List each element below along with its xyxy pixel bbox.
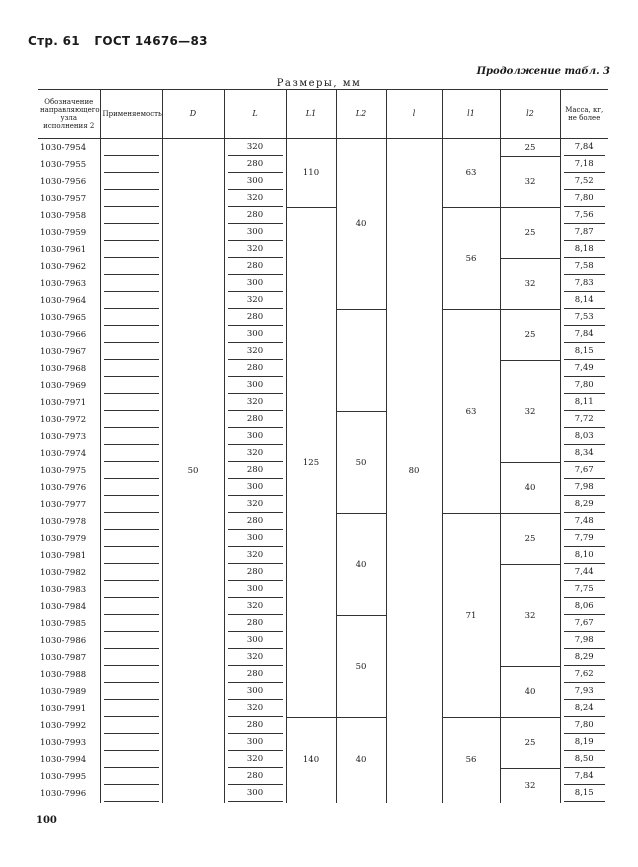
- cell-L: [224, 276, 286, 293]
- cell-L: [224, 514, 286, 531]
- cell-mass: [560, 633, 608, 650]
- cell-mass: [560, 531, 608, 548]
- table-row: [38, 208, 608, 225]
- col-L-header: L: [224, 90, 286, 139]
- cell-L-value: 300: [228, 735, 283, 751]
- cell-L-value: 280: [228, 565, 283, 581]
- cell-L: [224, 531, 286, 548]
- cell-L: [224, 582, 286, 599]
- cell-mass: [560, 446, 608, 463]
- cell-applicability: [100, 616, 162, 633]
- cell-L-value: 300: [228, 480, 283, 496]
- cell-applicability: [100, 548, 162, 565]
- cell-designation: 1030-7966: [40, 330, 87, 340]
- cell-designation: 1030-7954: [40, 142, 87, 153]
- cell-mass: [560, 378, 608, 395]
- cell-designation: 1030-7992: [40, 721, 87, 731]
- cell-applicability: [100, 344, 162, 361]
- cell-l2: 32: [500, 157, 560, 208]
- cell-designation: 1030-7965: [40, 313, 87, 323]
- cell-applicability: [100, 225, 162, 242]
- cell-designation: 1030-7977: [40, 500, 87, 510]
- cell-L-value: 320: [228, 701, 283, 717]
- cell-applicability: [100, 582, 162, 599]
- cell-mass: [560, 139, 608, 157]
- cell-applicability: [100, 786, 162, 803]
- cell-L: [224, 667, 286, 684]
- cell-applicability: [100, 667, 162, 684]
- cell-applicability: [100, 718, 162, 735]
- cell-applicability: [100, 293, 162, 310]
- cell-mass: [560, 480, 608, 497]
- cell-mass-value: 8,11: [564, 395, 606, 411]
- cell-L: [224, 701, 286, 718]
- cell-l2: 25: [500, 139, 560, 157]
- cell-mass-value: 7,75: [564, 582, 606, 598]
- spec-table: [38, 89, 608, 803]
- cell-mass: [560, 599, 608, 616]
- cell-L-value: 280: [228, 769, 283, 785]
- cell-L-value: 320: [228, 446, 283, 462]
- cell-L-value: 320: [228, 344, 283, 360]
- cell-L-value: 320: [228, 497, 283, 513]
- cell-L-value: 280: [228, 361, 283, 377]
- cell-mass-value: 7,49: [564, 361, 606, 377]
- cell-l2: 40: [336, 514, 386, 616]
- col-l2-header: l2: [500, 90, 560, 139]
- cell-L-value: 300: [228, 174, 283, 190]
- cell-mass-value: 8,14: [564, 293, 606, 309]
- cell-applicability: [100, 412, 162, 429]
- cell-mass-value: 7,18: [564, 157, 606, 173]
- table-row: [38, 718, 608, 735]
- cell-L: [224, 310, 286, 327]
- cell-L: [224, 463, 286, 480]
- cell-designation: 1030-7956: [40, 177, 87, 187]
- cell-l2: 25: [500, 718, 560, 769]
- cell-mass-value: 7,84: [564, 327, 606, 343]
- cell-mass: [560, 310, 608, 327]
- cell-mass-value: 7,44: [564, 565, 606, 581]
- cell-mass-value: 7,67: [564, 463, 606, 479]
- cell-L: [224, 174, 286, 191]
- cell-L: [224, 446, 286, 463]
- cell-mass-value: 7,83: [564, 276, 606, 292]
- cell-applicability: [100, 276, 162, 293]
- cell-mass-value: 8,10: [564, 548, 606, 564]
- cell-L: [224, 242, 286, 259]
- cell-mass: [560, 565, 608, 582]
- cell-l1: 56: [442, 208, 500, 310]
- cell-L: [224, 786, 286, 803]
- cell-mass: [560, 752, 608, 769]
- cell-L-value: 320: [228, 650, 283, 666]
- cell-mass: [560, 786, 608, 803]
- cell-L: [224, 429, 286, 446]
- cell-l2: 40: [336, 139, 386, 310]
- col-D-header: D: [162, 90, 224, 139]
- cell-L: [224, 599, 286, 616]
- cell-L-value: 280: [228, 718, 283, 734]
- cell-L: [224, 735, 286, 752]
- cell-applicability: [100, 191, 162, 208]
- cell-applicability: [100, 531, 162, 548]
- cell-designation: 1030-7984: [40, 602, 87, 612]
- cell-L-value: 300: [228, 378, 283, 394]
- cell-mass-value: 7,80: [564, 718, 606, 734]
- cell-designation: 1030-7995: [40, 772, 87, 782]
- cell-mass-value: 8,06: [564, 599, 606, 615]
- cell-L-value: 320: [228, 548, 283, 564]
- cell-mass-value: 7,84: [564, 769, 606, 785]
- cell-mass-value: 7,56: [564, 208, 606, 224]
- cell-designation: 1030-7967: [40, 347, 87, 357]
- cell-L: [224, 718, 286, 735]
- cell-mass: [560, 174, 608, 191]
- cell-mass: [560, 616, 608, 633]
- cell-designation: 1030-7964: [40, 296, 87, 306]
- cell-L-value: 280: [228, 412, 283, 428]
- cell-l2: 50: [336, 616, 386, 718]
- cell-applicability: [100, 157, 162, 174]
- cell-mass-value: 7,80: [564, 191, 606, 207]
- cell-L-value: 320: [228, 395, 283, 411]
- cell-l1: 140: [286, 718, 336, 803]
- cell-l2: 40: [500, 667, 560, 718]
- cell-l1: 110: [286, 139, 336, 208]
- cell-L: [224, 769, 286, 786]
- cell-designation: 1030-7993: [40, 738, 87, 748]
- col-designation-header: Обозначение направляющего узла исполнения 2: [38, 90, 100, 139]
- cell-l2: 50: [336, 412, 386, 514]
- cell-designation: 1030-7973: [40, 432, 87, 442]
- cell-L-value: 320: [228, 140, 283, 156]
- cell-applicability: [100, 395, 162, 412]
- col-L2-header: L2: [336, 90, 386, 139]
- cell-applicability: [100, 463, 162, 480]
- cell-designation: 1030-7961: [40, 245, 87, 255]
- cell-l2: 32: [500, 769, 560, 803]
- cell-L: [224, 395, 286, 412]
- cell-designation: 1030-7994: [40, 755, 87, 765]
- cell-mass-value: 8,15: [564, 786, 606, 802]
- cell-L-value: 280: [228, 616, 283, 632]
- cell-mass: [560, 412, 608, 429]
- cell-l1: 125: [286, 208, 336, 718]
- cell-L-value: 320: [228, 242, 283, 258]
- col-applicability-header: Применяемость: [100, 90, 162, 139]
- cell-mass-value: 8,15: [564, 344, 606, 360]
- cell-mass: [560, 548, 608, 565]
- cell-L-value: 280: [228, 463, 283, 479]
- cell-mass: [560, 667, 608, 684]
- cell-designation: 1030-7982: [40, 568, 87, 578]
- cell-mass: [560, 684, 608, 701]
- col-l1-header: l1: [442, 90, 500, 139]
- cell-mass: [560, 718, 608, 735]
- table-header-row: [38, 90, 608, 139]
- table-continuation-note: Продолжение табл. 3: [476, 66, 610, 77]
- cell-l2: [336, 310, 386, 412]
- cell-applicability: [100, 650, 162, 667]
- cell-L-value: 300: [228, 582, 283, 598]
- cell-applicability: [100, 752, 162, 769]
- cell-mass: [560, 429, 608, 446]
- cell-L: [224, 259, 286, 276]
- page-header: [28, 34, 208, 48]
- cell-designation: 1030-7981: [40, 551, 87, 561]
- cell-mass: [560, 344, 608, 361]
- cell-designation: 1030-7979: [40, 534, 87, 544]
- cell-L: [224, 327, 286, 344]
- cell-applicability: [100, 139, 162, 157]
- cell-mass-value: 7,67: [564, 616, 606, 632]
- cell-mass: [560, 701, 608, 718]
- cell-L: [224, 139, 286, 157]
- cell-L-value: 300: [228, 633, 283, 649]
- cell-l2: 25: [500, 514, 560, 565]
- cell-L: [224, 344, 286, 361]
- cell-designation: 1030-7962: [40, 262, 87, 272]
- cell-mass-value: 7,87: [564, 225, 606, 241]
- cell-designation: 1030-7988: [40, 670, 87, 680]
- cell-designation: 1030-7991: [40, 704, 87, 714]
- cell-l1: 56: [442, 718, 500, 803]
- cell-L: [224, 208, 286, 225]
- cell-l2: 25: [500, 310, 560, 361]
- cell-mass-value: 7,84: [564, 140, 606, 156]
- cell-mass-value: 8,34: [564, 446, 606, 462]
- cell-mass: [560, 327, 608, 344]
- cell-L: [224, 497, 286, 514]
- cell-l1: 63: [442, 310, 500, 514]
- cell-mass-value: 7,58: [564, 259, 606, 275]
- cell-mass-value: 8,18: [564, 242, 606, 258]
- cell-designation: 1030-7972: [40, 415, 87, 425]
- cell-L: [224, 412, 286, 429]
- cell-mass-value: 8,19: [564, 735, 606, 751]
- cell-mass: [560, 242, 608, 259]
- cell-L: [224, 378, 286, 395]
- cell-applicability: [100, 514, 162, 531]
- cell-L: [224, 633, 286, 650]
- cell-applicability: [100, 327, 162, 344]
- cell-designation: 1030-7957: [40, 194, 87, 204]
- cell-l2: 32: [500, 565, 560, 667]
- cell-applicability: [100, 735, 162, 752]
- cell-mass-value: 7,79: [564, 531, 606, 547]
- cell-L-value: 280: [228, 514, 283, 530]
- cell-l2: 25: [500, 208, 560, 259]
- cell-applicability: [100, 497, 162, 514]
- cell-L-value: 300: [228, 786, 283, 802]
- cell-designation: 1030-7985: [40, 619, 87, 629]
- col-mass-header: Масса, кг, не более: [560, 90, 608, 139]
- cell-L-value: 320: [228, 752, 283, 768]
- cell-L: [224, 548, 286, 565]
- col-l-header: l: [386, 90, 442, 139]
- cell-L: [224, 191, 286, 208]
- cell-mass: [560, 650, 608, 667]
- cell-L-value: 300: [228, 327, 283, 343]
- cell-designation: 1030-7996: [40, 789, 87, 799]
- cell-applicability: [100, 480, 162, 497]
- cell-applicability: [100, 701, 162, 718]
- cell-mass: [560, 293, 608, 310]
- cell-designation: 1030-7975: [40, 466, 87, 476]
- cell-applicability: [100, 599, 162, 616]
- cell-L-value: 320: [228, 293, 283, 309]
- cell-applicability: [100, 684, 162, 701]
- cell-mass: [560, 361, 608, 378]
- cell-applicability: [100, 429, 162, 446]
- dimensions-caption: Размеры, мм: [276, 78, 362, 89]
- cell-designation: 1030-7969: [40, 381, 87, 391]
- cell-designation: 1030-7955: [40, 160, 87, 170]
- cell-designation: 1030-7989: [40, 687, 87, 697]
- cell-mass-value: 7,48: [564, 514, 606, 530]
- standard-number: ГОСТ 14676—83: [94, 34, 208, 48]
- cell-l2: 40: [336, 718, 386, 803]
- cell-applicability: [100, 446, 162, 463]
- cell-designation: 1030-7968: [40, 364, 87, 374]
- cell-L-value: 300: [228, 531, 283, 547]
- cell-mass-value: 8,29: [564, 497, 606, 513]
- cell-L-value: 280: [228, 259, 283, 275]
- cell-applicability: [100, 633, 162, 650]
- cell-mass-value: 8,03: [564, 429, 606, 445]
- cell-L-value: 300: [228, 429, 283, 445]
- cell-designation: 1030-7987: [40, 653, 87, 663]
- cell-L: [224, 752, 286, 769]
- cell-L-value: 280: [228, 310, 283, 326]
- cell-L: [224, 480, 286, 497]
- cell-designation: 1030-7958: [40, 211, 87, 221]
- cell-mass: [560, 769, 608, 786]
- cell-L-value: 280: [228, 157, 283, 173]
- cell-applicability: [100, 208, 162, 225]
- cell-L-value: 320: [228, 191, 283, 207]
- cell-L-value: 280: [228, 208, 283, 224]
- cell-mass-value: 7,53: [564, 310, 606, 326]
- cell-mass: [560, 395, 608, 412]
- cell-L: [224, 650, 286, 667]
- cell-mass-value: 7,80: [564, 378, 606, 394]
- cell-applicability: [100, 242, 162, 259]
- cell-L-value: 300: [228, 684, 283, 700]
- cell-l1: 63: [442, 139, 500, 208]
- cell-l2: 32: [500, 361, 560, 463]
- cell-mass: [560, 514, 608, 531]
- cell-mass: [560, 582, 608, 599]
- cell-mass: [560, 208, 608, 225]
- cell-applicability: [100, 361, 162, 378]
- cell-L-value: 300: [228, 225, 283, 241]
- cell-mass-value: 8,50: [564, 752, 606, 768]
- table-row: [38, 139, 608, 157]
- cell-mass-value: 8,24: [564, 701, 606, 717]
- cell-mass: [560, 191, 608, 208]
- cell-mass: [560, 259, 608, 276]
- cell-l1: 71: [442, 514, 500, 718]
- cell-d: 50: [162, 139, 224, 803]
- cell-applicability: [100, 378, 162, 395]
- cell-designation: 1030-7983: [40, 585, 87, 595]
- cell-designation: 1030-7986: [40, 636, 87, 646]
- cell-L: [224, 157, 286, 174]
- cell-l2: 32: [500, 259, 560, 310]
- cell-designation: 1030-7963: [40, 279, 87, 289]
- cell-L-value: 320: [228, 599, 283, 615]
- cell-mass: [560, 735, 608, 752]
- cell-applicability: [100, 174, 162, 191]
- cell-L: [224, 565, 286, 582]
- cell-L-value: 300: [228, 276, 283, 292]
- cell-applicability: [100, 310, 162, 327]
- table-body: [38, 139, 608, 803]
- cell-L: [224, 293, 286, 310]
- cell-mass-value: 7,52: [564, 174, 606, 190]
- page-label: Стр. 61: [28, 34, 80, 48]
- cell-designation: 1030-7959: [40, 228, 87, 238]
- cell-L-value: 280: [228, 667, 283, 683]
- cell-mass-value: 7,98: [564, 633, 606, 649]
- cell-mass-value: 7,62: [564, 667, 606, 683]
- cell-mass-value: 7,72: [564, 412, 606, 428]
- cell-mass: [560, 157, 608, 174]
- col-L1-header: L1: [286, 90, 336, 139]
- cell-l: 80: [386, 139, 442, 803]
- cell-applicability: [100, 769, 162, 786]
- cell-mass: [560, 225, 608, 242]
- cell-mass-value: 7,93: [564, 684, 606, 700]
- cell-mass: [560, 497, 608, 514]
- cell-L: [224, 616, 286, 633]
- cell-mass: [560, 276, 608, 293]
- cell-l2: 40: [500, 463, 560, 514]
- cell-applicability: [100, 565, 162, 582]
- cell-designation: 1030-7976: [40, 483, 87, 493]
- cell-designation: 1030-7974: [40, 449, 87, 459]
- cell-mass-value: 7,98: [564, 480, 606, 496]
- cell-mass: [560, 463, 608, 480]
- cell-L: [224, 225, 286, 242]
- cell-L: [224, 361, 286, 378]
- cell-applicability: [100, 259, 162, 276]
- cell-designation: 1030-7978: [40, 517, 87, 527]
- cell-designation: 1030-7971: [40, 398, 87, 408]
- page-number: 100: [36, 815, 57, 826]
- cell-mass-value: 8,29: [564, 650, 606, 666]
- cell-L: [224, 684, 286, 701]
